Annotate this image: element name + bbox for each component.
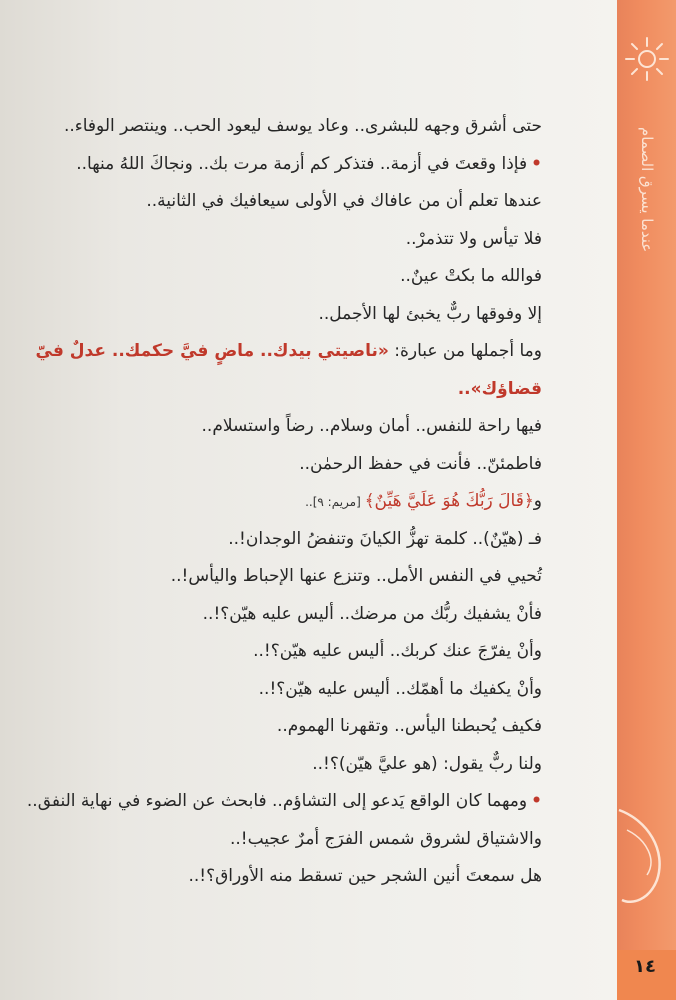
sun-icon xyxy=(624,36,670,82)
side-band xyxy=(617,0,676,1000)
text-line: فأنْ يشفيك ربُّك من مرضك.. أليس عليه هيّن؟!.. xyxy=(202,603,542,624)
text-line: فكيف يُحبطنا اليأس.. وتقهرنا الهموم.. xyxy=(276,716,542,736)
text-line: هل سمعتَ أنين الشجر حين تسقط منه الأوراق؟!.. xyxy=(188,866,542,886)
quran-verse: ﴿قَالَ رَبُّكَ هُوَ عَلَيَّ هَيِّنٌ﴾ xyxy=(364,491,534,511)
text-line: وأنْ يكفيك ما أهمّك.. أليس عليه هيّن؟!.. xyxy=(258,678,542,699)
text-line: وأنْ يفرّجَ عنك كربك.. أليس عليه هيّن؟!.. xyxy=(253,641,542,661)
text-line: والاشتياق لشروق شمس الفرَج أمرٌ عجيب!.. xyxy=(229,828,542,849)
text-line: •فإذا وقعتَ في أزمة.. فتذكر كم أزمة مرت بك.. ونجاكَ اللهُ منها.. xyxy=(76,153,542,174)
text-line: فـ (هيّنٌ).. كلمة تهزُّ الكيانَ وتنفضُ الوجدان!.. xyxy=(228,528,542,549)
text-line: إلا وفوقها ربٌّ يخبئ لها الأجمل.. xyxy=(318,303,542,324)
text-line: فلا تيأس ولا تتذمرْ.. xyxy=(405,228,542,249)
text-line: فوالله ما بكتْ عينٌ.. xyxy=(400,266,542,286)
page-number-box xyxy=(617,950,676,1000)
text-line: عندها تعلم أن من عافاك في الأولى سيعافيك في الثانية.. xyxy=(146,191,542,211)
text-line: و﴿قَالَ رَبُّكَ هُوَ عَلَيَّ هَيِّنٌ﴾ [مريم: ٩].. xyxy=(305,491,542,511)
running-title: عندما يسرق الصمام xyxy=(638,127,656,253)
text-line: تُحيي في النفس الأمل.. وتنزع عنها الإحباط واليأس!.. xyxy=(170,566,542,586)
text-line: وما أجملها من عبارة: «ناصيتي بيدك.. ماضٍ فيَّ حكمك.. عدلٌ فيّ xyxy=(35,341,542,361)
text-line: فاطمئنّ.. فأنت في حفظ الرحمٰن.. xyxy=(299,453,542,474)
verse-reference: [مريم: ٩].. xyxy=(305,495,365,509)
text-line: قضاؤك».. xyxy=(457,378,542,399)
text-line: •ومهما كان الواقع يَدعو إلى التشاؤم.. فابحث عن الضوء في نهاية النفق.. xyxy=(26,791,542,811)
bullet-point: • xyxy=(531,153,542,174)
text-line: ولنا ربٌّ يقول: (هو عليَّ هيّن)؟!.. xyxy=(312,753,542,774)
highlighted-quote: «ناصيتي بيدك.. ماضٍ فيَّ حكمك.. عدلٌ فيّ xyxy=(35,341,389,361)
swirl-ornament-icon xyxy=(617,800,676,920)
page-number: ١٤ xyxy=(634,956,656,977)
bullet-point: • xyxy=(531,791,542,811)
text-line: حتى أشرق وجهه للبشرى.. وعاد يوسف ليعود الحب.. وينتصر الوفاء.. xyxy=(63,116,542,136)
text-line: فيها راحة للنفس.. أمان وسلام.. رضاً واستسلام.. xyxy=(201,416,542,436)
body-text xyxy=(22,108,542,896)
